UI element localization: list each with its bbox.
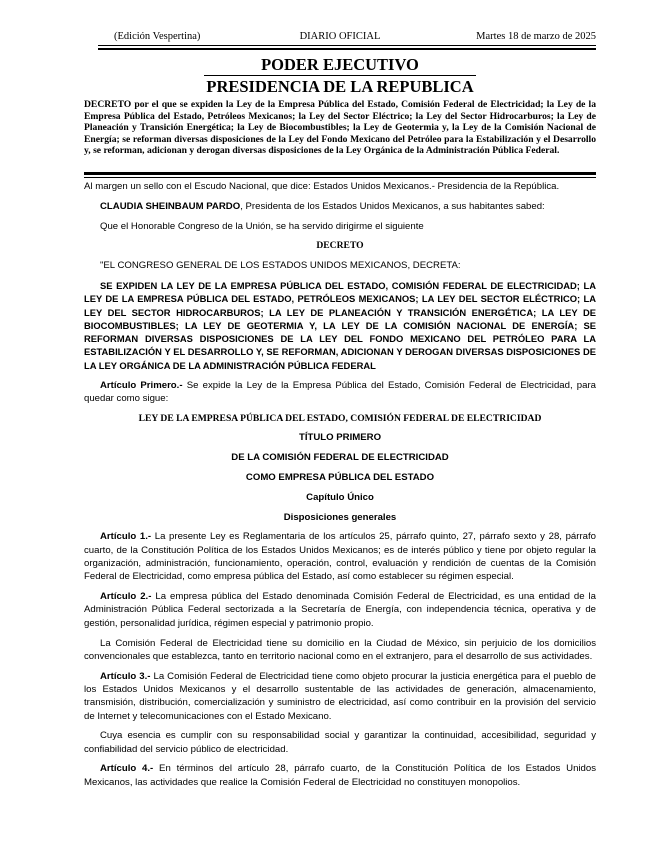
titulo-name-2: COMO EMPRESA PÚBLICA DEL ESTADO	[245, 472, 435, 484]
decree-summary: DECRETO por el que se expiden la Ley de la Empresa Pública del Estado, Comisión Federal de Electricidad; la Ley de la Empresa Pública del Estado, Petróleos Mexicanos; la Ley del Sector Eléctrico; la Ley del Sector Hidrocarburos; la Ley de Planeación y Transición Energética; la Ley de Biocombustibles; la Ley de Geotermia y, la Ley de la Comisión Nacional de Energía; se reforman diversas disposiciones de la Ley del Fondo Mexicano del Petróleo para la Estabilización y el Desarrollo y, se reforman, adicionan y derogan diversas disposiciones de la Ley Orgánica de la Administración Pública Federal.	[84, 99, 596, 157]
document-body	[84, 180, 596, 795]
caps-summary: SE EXPIDEN LA LEY DE LA EMPRESA PÚBLICA DEL ESTADO, COMISIÓN FEDERAL DE ELECTRICIDAD; LA LEY DE LA EMPRESA PÚBLICA DEL ESTADO, PETRÓLEOS MEXICANOS; LA LEY DEL SECTOR ELÉCTRICO; LA LEY DEL SECTOR HIDROCARBUROS; LA LEY DE PLANEACIÓN Y TRANSICIÓN ENERGÉTICA; LA LEY DE BIOCOMBUSTIBLES; LA LEY DE GEOTERMIA Y, LA LEY DE LA COMISIÓN NACIONAL DE ENERGÍA; SE REFORMAN DIVERSAS DISPOSICIONES DE LA LEY DEL FONDO MEXICANO DEL PETRÓLEO PARA LA ESTABILIZACIÓN Y EL DESARROLLO Y, SE REFORMAN, ADICIONAN Y DEROGAN DIVERSAS DISPOSICIONES DE LA LEY ORGÁNICA DE LA ADMINISTRACIÓN PÚBLICA FEDERAL	[84, 279, 596, 371]
header-rule-top	[98, 45, 596, 46]
article-1	[84, 530, 596, 583]
article-4	[84, 762, 596, 789]
publication-date: Martes 18 de marzo de 2025	[476, 31, 596, 42]
article-label: Artículo 1.-	[100, 531, 152, 543]
president-line	[84, 200, 596, 213]
running-header	[84, 31, 596, 45]
section-title: PODER EJECUTIVO	[261, 55, 419, 74]
article-2-paragraph: La Comisión Federal de Electricidad tiene su domicilio en la Ciudad de México, sin perjuicio de los domicilios convencionales que establezca, tanto en territorio nacional como en el extranjero, para el desarrollo de sus actividades.	[84, 637, 596, 662]
capitulo-name: Disposiciones generales	[283, 511, 397, 523]
decreta-line: "EL CONGRESO GENERAL DE LOS ESTADOS UNIDOS MEXICANOS, DECRETA:	[100, 260, 461, 272]
article-text: La empresa pública del Estado denominada Comisión Federal de Electricidad, es una entidad de la Administración Pública Federal sectorizada a la Secretaría de Energía, con independencia técnica, operativa y de gestión, personalidad jurídica, régimen especial y patrimonio propio.	[84, 591, 597, 629]
summary-rule-thin	[84, 177, 596, 178]
section-subtitle: PRESIDENCIA DE LA REPUBLICA	[206, 77, 474, 96]
titulo-heading: TÍTULO PRIMERO	[298, 432, 382, 444]
articulo-primero	[84, 379, 596, 406]
capitulo-heading: Capítulo Único	[306, 491, 374, 503]
header-rule-bottom	[98, 48, 596, 50]
article-3	[84, 670, 596, 723]
article-text: La presente Ley es Reglamentaria de los artículos 25, párrafo quinto, 27, párrafo sexto y 28, párrafo cuarto, de la Constitución Política de los Estados Unidos Mexicanos; es de interés público y tiene por objeto regular la organización, administración, funcionamiento, operación, control, evaluación y rendición de cuentas de la Comisión Federal de Electricidad, como empresa pública del Estado, así como establecer su régimen especial.	[84, 531, 596, 583]
margin-note: Al margen un sello con el Escudo Nacional, que dice: Estados Unidos Mexicanos.- Presidencia de la República.	[84, 181, 560, 192]
article-text: En términos del artículo 28, párrafo cuarto, de la Constitución Política de los Estados Unidos Mexicanos, las actividades que realice la Comisión Federal de Electricidad no constituyen monopolios.	[84, 763, 597, 788]
president-name: CLAUDIA SHEINBAUM PARDO	[100, 200, 241, 212]
title-divider	[204, 75, 476, 76]
titulo-name-1: DE LA COMISIÓN FEDERAL DE ELECTRICIDAD	[231, 452, 449, 464]
decreto-heading: DECRETO	[316, 240, 364, 252]
article-label: Artículo 4.-	[100, 763, 154, 775]
publication-name: DIARIO OFICIAL	[299, 31, 381, 42]
president-text: , Presidenta de los Estados Unidos Mexicanos, a sus habitantes sabed:	[240, 200, 545, 212]
articulo-primero-text: Se expide la Ley de la Empresa Pública del Estado, Comisión Federal de Electricidad, para quedar como sigue:	[84, 379, 596, 404]
article-text: La Comisión Federal de Electricidad tiene como objeto procurar la justicia energética para el pueblo de los Estados Unidos Mexicanos y el desarrollo sustentable de las actividades de generación, almacenamiento, transmisión, distribución, comercialización y suministro de electricidad, así como contribuir en la provisión del servicio de Internet y telecomunicaciones con el Estado Mexicano.	[84, 670, 597, 722]
summary-rule-thick	[84, 172, 596, 175]
articulo-primero-label: Artículo Primero.-	[100, 379, 183, 391]
article-label: Artículo 3.-	[100, 670, 151, 682]
article-label: Artículo 2.-	[100, 591, 152, 603]
law-title: LEY DE LA EMPRESA PÚBLICA DEL ESTADO, COMISIÓN FEDERAL DE ELECTRICIDAD	[138, 412, 542, 424]
article-2	[84, 590, 596, 630]
edition-label: (Edición Vespertina)	[114, 31, 201, 42]
congress-line: Que el Honorable Congreso de la Unión, se ha servido dirigirme el siguiente	[100, 220, 424, 232]
article-3-paragraph: Cuya esencia es cumplir con su responsabilidad social y garantizar la continuidad, accesibilidad, seguridad y confiabilidad del servicio público de electricidad.	[84, 730, 596, 755]
